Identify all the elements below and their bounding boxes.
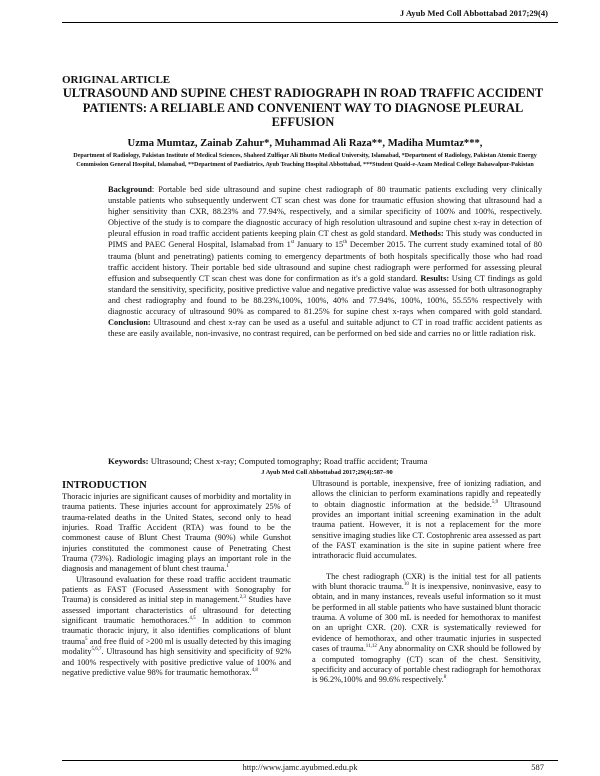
keywords [108,456,542,466]
citation: J Ayub Med Coll Abbottabad 2017;29(4):587–90 [261,469,393,476]
conclusion-text: Ultrasound and chest x-ray can be used as a useful and suitable adjunct to CT in road traffic accident patients as these are easily available, non-invasive, no contrast required, can be performed on bed side and carries no or little radiation risk. [108,318,542,339]
reference: 8 [443,675,447,681]
paragraph [62,492,291,575]
results-text: Using CT findings as gold standard the sensitivity, specificity, positive predictive value and negative predictive value was assessed for both ultrasonography and chest radiography and found to be 88.23%,100%, 100%, 40% and 77.94%, 100%, 100%, 55.55% respectively with diagnostic accuracy of ultrasound 90% as compared to 81.25% for supine chest x-rays when compared with gold standard. [108,273,542,317]
header-rule [62,22,558,23]
right-column [312,479,541,686]
paragraph-text: and free fluid of >200 ml is usually detected by this imaging modality [62,636,291,657]
results-label: Results: [420,273,450,283]
paragraph-text: Ultrasound is portable, inexpensive, free of ionizing radiation, and allows the clinician to perform examinations rapidly and repeatedly to obtain diagnostic information at the bedside. [312,479,541,509]
paragraph-text: Ultrasound provides an important initial screening examination in the adult trauma patient. However, it is not a replacement for the more sensitive imaging studies like CT. Costophrenic area assessed as part of the FAST examination is the site in supine patient where free intrathoracic fluid accumulates. [312,499,541,561]
paragraph-text: The chest radiograph (CXR) is the initial test for all patients with blunt thoracic trauma. [312,571,541,592]
reference: 5,9 [491,499,499,505]
left-column [62,492,291,678]
paragraph [62,575,291,678]
reference: 1 [226,564,229,570]
page-number: 587 [531,762,544,772]
article-type: ORIGINAL ARTICLE [62,74,171,86]
reference: 2,3 [239,595,246,601]
conclusion-label: Conclusion: [108,318,151,328]
abstract [108,184,542,339]
keywords-text: Ultrasound; Chest x-ray; Computed tomography; Road traffic accident; Trauma [150,456,428,466]
paragraph-text: In addition to common traumatic thoracic injury, it also identifies complications of blunt trauma [62,616,291,646]
paragraph-text: Any abnormality on CXR should be followed by a computed tomography (CT) scan of the chest. Sensitivity, specificity and accuracy of portable chest radiograph for hemothorax is 96.2%,100% and 99.6% respectively. [312,644,541,685]
superscript: th [343,240,348,246]
methods-label: Methods: [409,229,444,239]
reference: 5,6,7 [91,647,102,653]
methods-text: December 2015. The current study examined total of 80 trauma (blunt and penetrating) patients coming to emergency departments of both hospitals specifically those who had road traffic accident history. Their portable bed side ultrasound and supine chest radiograph were performed for assessing pleural effusion and subsequently CT scan chest was done for confirmation as it's a gold standard. [108,240,543,283]
paragraph-text: Ultrasound evaluation for these road traffic accident traumatic patients as FAST (Focused Assessment with Sonography for Trauma) is considered as initial step in management. [62,574,291,605]
background-label: Background [108,185,152,194]
background-text: : Portable bed side ultrasound and supine chest radiograph of 80 traumatic patients excluding very clinically unstable patients who subsequently underwent CT scan chest was done for traumatic effusion showing that ultrasound had a higher sensitivity than CXR, 88.23% and 77.94%, respectively, and a similar specificity of 100% and 100%, respectively. Objective of the study is to compare the diagnostic accuracy of high resolution ultrasound and supine chest x-ray in detection of pleural effusion in road traffic accident patients keeping plain CT chest as gold standard. [108,185,542,239]
section-heading: INTRODUCTION [62,480,147,491]
reference: 11,12 [365,644,377,650]
reference: 5 [85,637,88,643]
paragraph-text: Studies have assessed important characteristics of ultrasound for detecting significant traumatic hemothoraces. [62,595,292,626]
methods-text: January to 15 [296,240,344,250]
reference: 4,5 [189,616,196,622]
paragraph-text: It is inexpensive, noninvasive, easy to obtain, and in many instances, reveals useful information so it must be performed in all stable patients who have sustained blunt thoracic trauma. A volume of 300 mL is needed for hemothorax to manifest on an upright CXR. (20). CXR is systematically reviewed for evidence of hemothorax, and other traumatic injuries in suspected cases of trauma. [312,582,542,654]
paragraph-text: Thoracic injuries are significant causes of morbidity and mortality in trauma patients. These injuries account for approximately 25% of trauma-related deaths in the United States, second only to head injuries. Road Traffic Accident (RTA) was found to be the commonest cause of Blunt Chest Trauma (90%) while Gunshot injuries constituted the commonest cause of Penetrating Chest Trauma (73%). Radiologic imaging plays an important role in the diagnosis and management of blunt chest trauma. [62,492,291,574]
journal-header: J Ayub Med Coll Abbottabad 2017;29(4) [399,8,548,18]
paragraph-text: . Ultrasound has high sensitivity and specificity of 92% and 100% respectively with positive predictive value of 100% and negative predictive value 98% for traumatic hemothorax. [62,647,291,677]
authors: Uzma Mumtaz, Zainab Zahur*, Muhammad Ali Raza**, Madiha Mumtaz***, [127,138,483,149]
article-title: ULTRASOUND AND SUPINE CHEST RADIOGRAPH IN ROAD TRAFFIC ACCIDENT PATIENTS: A RELIABLE AND CONVENIENT WAY TO DIAGNOSE PLEURAL EFFUSION [62,86,544,130]
paragraph [312,479,541,562]
footer-rule [62,760,558,761]
reference: 4,8 [251,668,258,674]
footer-url[interactable]: http://www.jamc.ayubmed.edu.pk [242,762,358,772]
keywords-label: Keywords: [108,456,149,466]
methods-text: This study was conducted in PIMS and PAEC General Hospital, Islamabad from 1 [108,229,543,250]
paragraph [312,572,541,686]
affiliations: Department of Radiology, Pakistan Institute of Medical Sciences, Shaheed Zulfiqar Ali Bhutto Medical University, Islamabad, *Department of Radiology, Pakistan Atomic Energy Commission General Hospital, Islamabad, **Department of Paediatrics, Ayub Teaching Hospital Abbottabad, ***Student Quaid-e-Azam Medical College Bahawalpur-Pakistan [73,153,537,168]
reference: 10 [403,582,409,588]
superscript: st [290,240,295,246]
